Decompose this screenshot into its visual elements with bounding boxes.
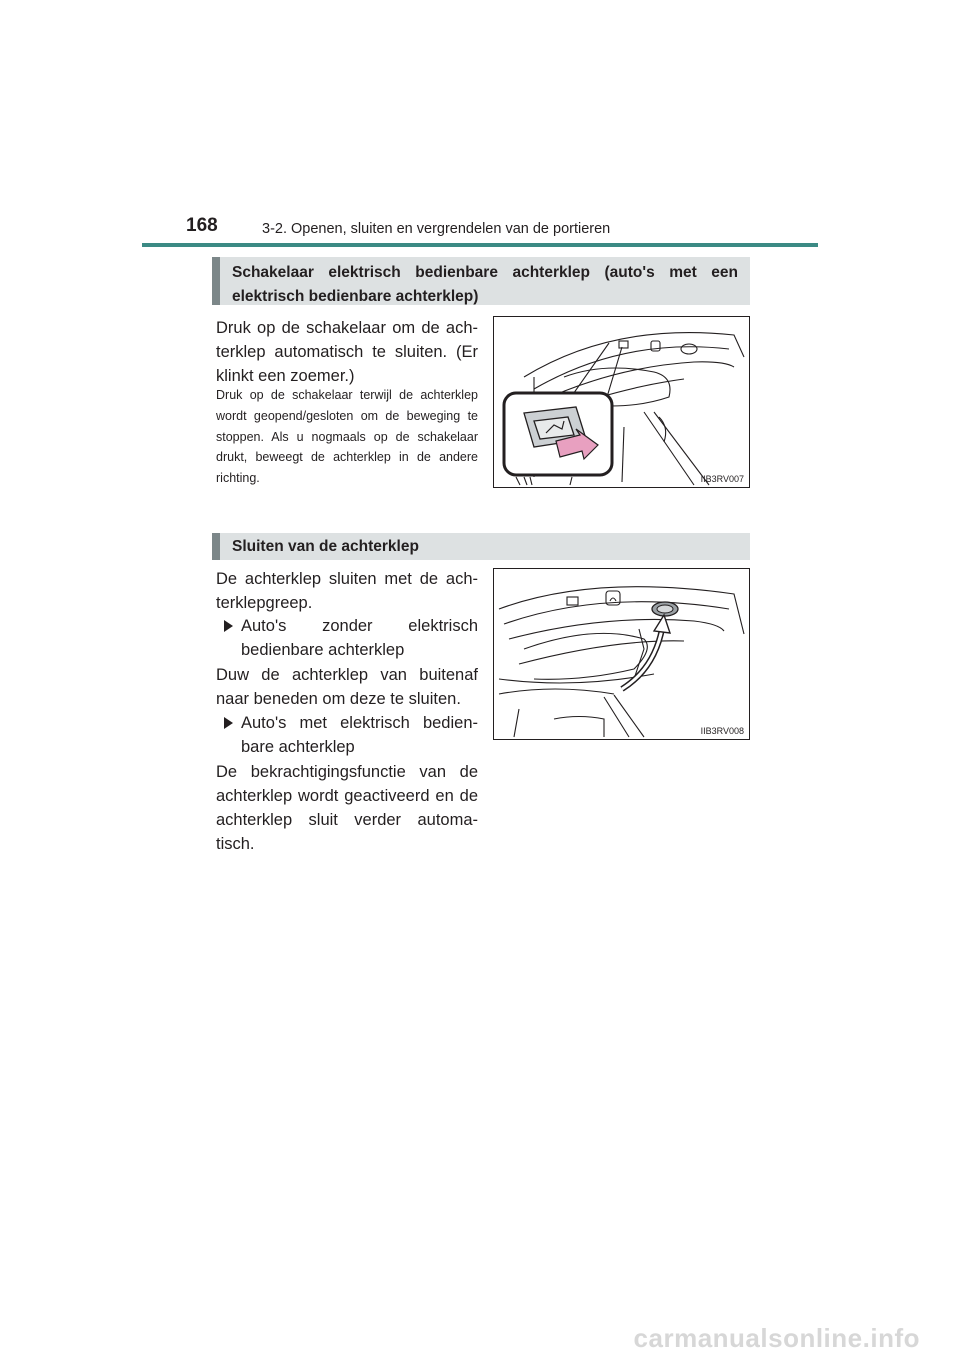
watermark: carmanualsonline.info [633,1323,920,1353]
paragraph-push-down: Duw de achterklep van buitenaf naar beneden om deze te sluiten. [216,666,478,708]
triangle-bullet-icon [224,717,233,729]
paragraph-press-switch: Druk op de schakelaar om de ach-terklep automatisch te sluiten. (Er klinkt een zoemer.) [216,319,478,385]
heading-closing-tailgate: Sluiten van de achterklep [212,533,750,560]
tailgate-switch-illustration [494,317,748,486]
page-number: 168 [186,215,218,236]
tailgate-handle-illustration [494,569,748,738]
figure-tailgate-switch [493,316,750,488]
triangle-bullet-icon [224,620,233,632]
header-rule [142,243,818,247]
figure-tailgate-handle [493,568,750,740]
bullet-without-power: Auto's zonder elektrisch bedienbare achterklep [216,614,478,662]
note-stop-movement: Druk op de schakelaar terwijl de achterklep wordt geopend/gesloten om de beweging te stoppen. Als u nogmaals op de schakelaar drukt, beweegt de achterklep in de andere richting. [216,388,478,486]
bullet-with-power: Auto's met elektrisch bedien-bare achterklep [216,711,478,759]
paragraph-power-function: De bekrachtigingsfunctie van de achterklep wordt geactiveerd en de achterklep sluit verder automa-tisch. [216,763,478,853]
figure-code-1: IIB3RV007 [700,474,744,484]
paragraph-close-with-handle: De achterklep sluiten met de ach-terklepgreep. [216,570,478,612]
figure-code-2: IIB3RV008 [700,726,744,736]
section-title: 3-2. Openen, sluiten en vergrendelen van de portieren [262,221,611,237]
heading-power-tailgate-switch: Schakelaar elektrisch bedienbare achterklep (auto's met een elektrisch bedienbare achterklep) [212,257,750,305]
